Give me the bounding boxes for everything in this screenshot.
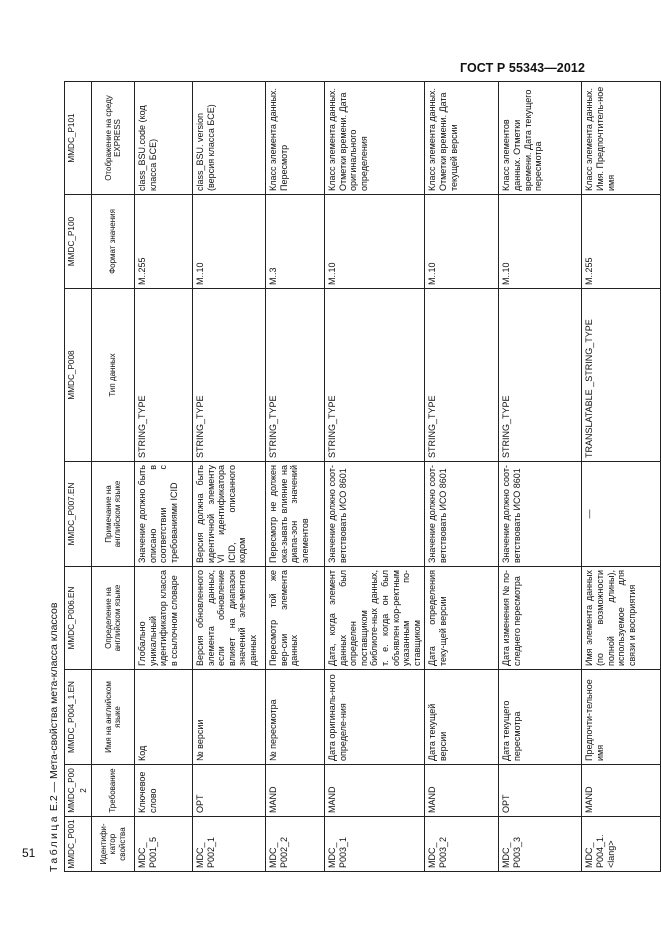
header-name: Определение на английском языке [92,567,135,670]
header-name: Имя на английском языке [92,670,135,765]
cell-definition: Дата, когда элемент данных был определен поставщиком библиоте-ных данных, т. е. когда он был объявлен кор-ректным указанным по-ставщиком [325,567,425,670]
header-code: MMDC_P008 [65,289,92,462]
cell-name: Дата текущей версии [425,670,499,765]
cell-note: Значение должно быть описано в соответствии с требованиями ICID [135,462,193,567]
cell-express: class_BSU. version (версия класса БСЕ) [193,82,266,195]
header-name: Формат значения [92,195,135,289]
table-row [266,82,325,872]
cell-definition: Версия обновленного элемента данных, если обновление влияет на диапазон значений эле-ментов данных [193,567,266,670]
header-code: MMDC_P002 [65,765,92,817]
cell-name: № пересмотра [266,670,325,765]
cell-format: M..3 [266,195,325,289]
cell-note: — [582,462,661,567]
cell-name: Дата оригиналь-ного определе-ния [325,670,425,765]
header-code: MMDC_P007.EN [65,462,92,567]
cell-definition: Пересмотр той же вер-сии элемента данных [266,567,325,670]
cell-id: MDC_ P001_5 [135,817,193,872]
cell-type: STRING_TYPE [499,289,582,462]
cell-requirement: MAND [325,765,425,817]
table-row [325,82,425,872]
cell-type: STRING_TYPE [425,289,499,462]
header-name: Тип данных [92,289,135,462]
cell-definition: Глобально уникальный идентификатор класса в ссылочном словаре [135,567,193,670]
cell-id: MDC_ P003_3 [499,817,582,872]
cell-express: Класс элемента данных. Имя. Предпочтитель-ное имя [582,82,661,195]
meta-properties-table [64,81,661,872]
cell-note: Версия должна быть идентичной элементу VI идентификатора ICID, описанного кодом [193,462,266,567]
cell-type: STRING_TYPE [135,289,193,462]
header-code: MMDC_P101 [65,82,92,195]
cell-id: MDC_ P004_1. <lang> [582,817,661,872]
cell-id: MDC_ P002_1 [193,817,266,872]
cell-format: M..255 [135,195,193,289]
header-code: MMDC_P001 [65,817,92,872]
cell-format: M..10 [193,195,266,289]
cell-requirement: Ключевое слово [135,765,193,817]
cell-type: STRING_TYPE [325,289,425,462]
header-name: Требование [92,765,135,817]
cell-id: MDC_ P002_2 [266,817,325,872]
cell-requirement: MAND [582,765,661,817]
page-number: 51 [22,846,36,860]
header-names-row [92,82,135,872]
cell-requirement: MAND [266,765,325,817]
header-name: Отображение на среду EXPRESS [92,82,135,195]
cell-note: Значение должно соот-ветствовать ИСО 8601 [499,462,582,567]
caption-text: Е.2 — Мета-свойства мета-класса классов [48,602,60,815]
cell-requirement: OPT [499,765,582,817]
header-code: MMDC_P004_1.EN [65,670,92,765]
table-row [135,82,193,872]
header-name: Идентифи-катор свойства [92,817,135,872]
rotated-table-block [44,82,637,872]
document-standard-header: ГОСТ Р 55343—2012 [459,61,585,75]
cell-format: M..10 [425,195,499,289]
cell-name: Предпочти-тельное имя [582,670,661,765]
header-code: MMDC_P100 [65,195,92,289]
cell-note: Значение должно соот-ветствовать ИСО 8601 [425,462,499,567]
cell-format: M..255 [582,195,661,289]
cell-express: class_BSU.code (код класса БСЕ) [135,82,193,195]
cell-express: Класс элемента данных. Отметки времени. Дата оригинального определения [325,82,425,195]
cell-definition: Дата изменения № по-следнего пересмотра [499,567,582,670]
table-row [499,82,582,872]
table-row [193,82,266,872]
cell-format: M..10 [499,195,582,289]
cell-note: Значение должно соот-ветствовать ИСО 8601 [325,462,425,567]
cell-express: Класс элементов данных. Отметки времени. Дата текущего пересмотра [499,82,582,195]
table-row [582,82,661,872]
table-row [425,82,499,872]
cell-type: STRING_TYPE [193,289,266,462]
table-caption [44,82,64,872]
header-code: MMDC_P006.EN [65,567,92,670]
cell-requirement: OPT [193,765,266,817]
cell-note: Пересмотр не должен ока-зывать влияние на диапа-зон значений элементов [266,462,325,567]
cell-name: Дата текущего пересмотра [499,670,582,765]
cell-name: Код [135,670,193,765]
cell-type: STRING_TYPE [266,289,325,462]
cell-definition: Имя элемента данных (по возможности полной длины), используемое для связи и восприятия [582,567,661,670]
cell-type: TRANSLATABLE _STRING_TYPE [582,289,661,462]
header-name: Примечание на английском языке [92,462,135,567]
cell-id: MDC_ P003_1 [325,817,425,872]
cell-id: MDC_ P003_2 [425,817,499,872]
cell-express: Класс элемента данных. Отметки времени. Дата текущей версии [425,82,499,195]
cell-name: № версии [193,670,266,765]
cell-express: Класс элемента данных. Пересмотр [266,82,325,195]
cell-format: M..10 [325,195,425,289]
cell-requirement: MAND [425,765,499,817]
cell-definition: Дата определения теку-щей версии [425,567,499,670]
header-codes-row [65,82,92,872]
caption-label: Таблица [48,814,60,872]
